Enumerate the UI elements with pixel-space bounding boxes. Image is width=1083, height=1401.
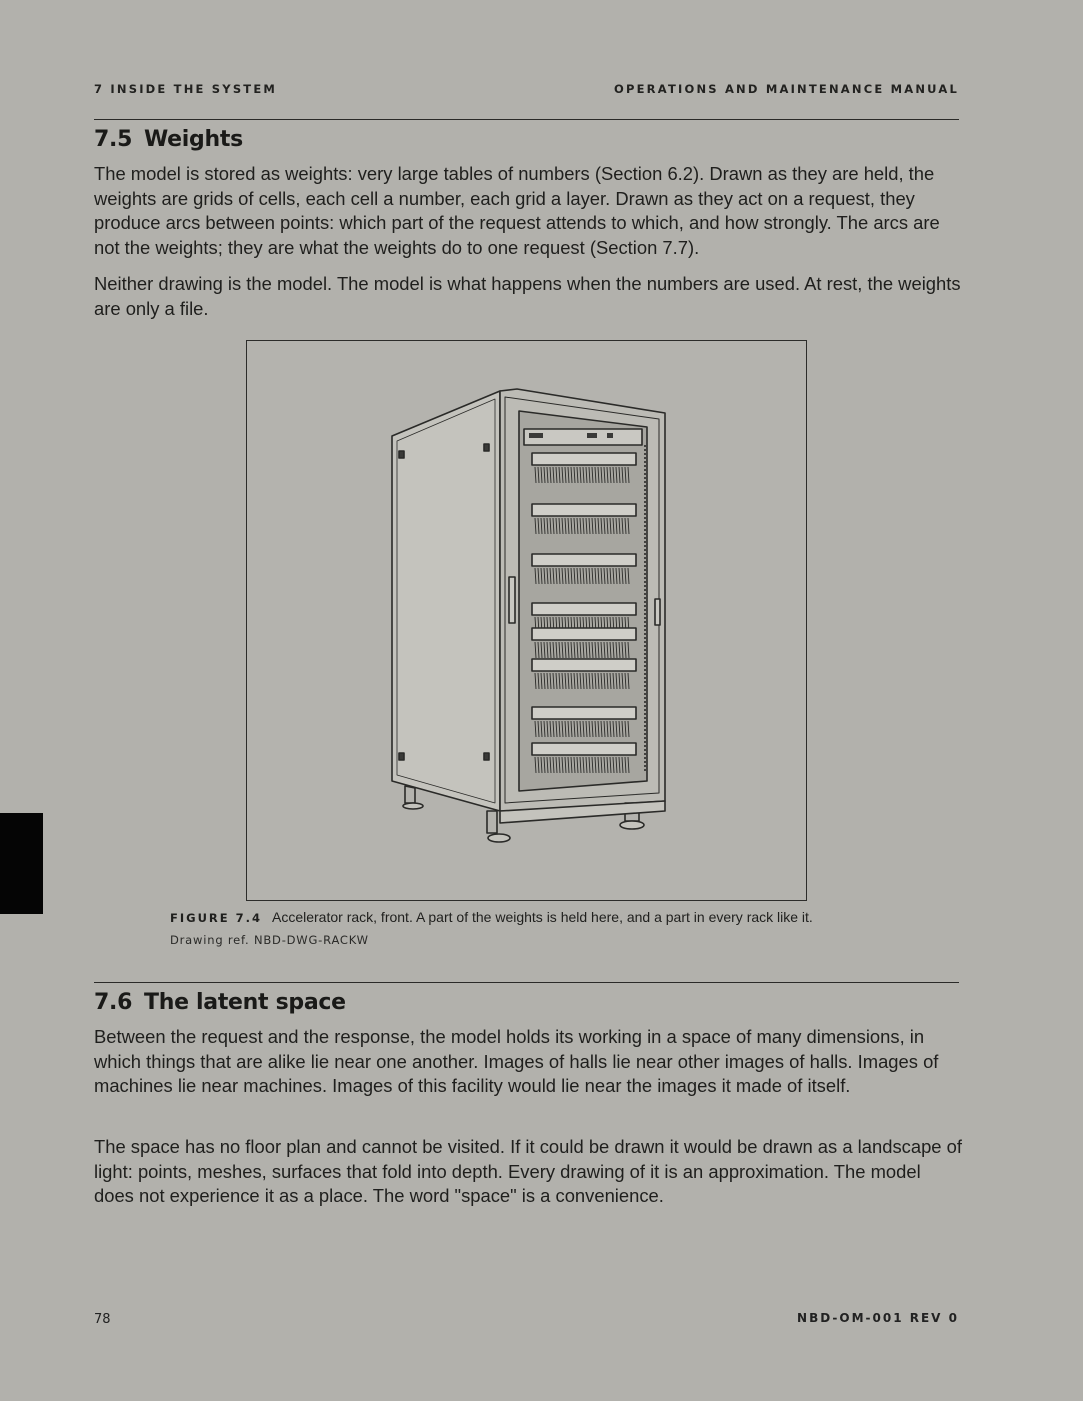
rack-tray (532, 453, 636, 465)
paragraph: Neither drawing is the model. The model is what happens when the numbers are used. At rest, the weights are only a file. (94, 273, 961, 319)
paragraph: Between the request and the response, the model holds its working in a space of many dimensions, in which things that are alike lie near one another. Images of halls lie near other images of halls. Images of machines lie near machines. Images of this facility would lie near the images it made of itself. (94, 1026, 939, 1097)
header-chapter: 7 INSIDE THE SYSTEM (94, 82, 278, 96)
rack-tray (532, 554, 636, 566)
rack-foot (487, 811, 497, 833)
section-title: The latent space (144, 990, 346, 1015)
rack-foot (405, 786, 415, 803)
paragraph: The space has no floor plan and cannot be visited. If it could be drawn it would be drawn as a landscape of light: points, meshes, surfaces that fold into depth. Every drawing of it is an approximation. The model does not experience it as a place. The word "space" is a convenience. (94, 1136, 962, 1207)
drawing-reference: Drawing ref. NBD-DWG-RACKW (170, 933, 369, 947)
rack-tray (532, 659, 636, 671)
document-code: NBD-OM-001 REV 0 (797, 1311, 959, 1325)
section-heading-7-5 (94, 127, 243, 152)
rack-tray (532, 743, 636, 755)
page-number: 78 (94, 1312, 111, 1327)
paragraph: The model is stored as weights: very large tables of numbers (Section 6.2). Drawn as they are held, the weights are grids of cells, each cell a number, each grid a layer. Drawn as they act on a request, they produce arcs between points: which part of the request attends to which, and how strongly. The arcs are not the weights; they are what the weights do to one request (Section 7.7). (94, 163, 940, 259)
section-title: Weights (144, 127, 243, 152)
rack-tray (532, 628, 636, 640)
section-number: 7.6 (94, 990, 133, 1015)
rack-tray (532, 603, 636, 615)
header-manual-title: OPERATIONS AND MAINTENANCE MANUAL (614, 82, 959, 96)
figure-caption-text: Accelerator rack, front. A part of the weights is held here, and a part in every rack like it. (272, 909, 813, 925)
chapter-thumb-tab (0, 813, 43, 914)
section-number: 7.5 (94, 127, 133, 152)
rack-tray (532, 504, 636, 516)
running-header (94, 82, 959, 98)
header-rule (94, 119, 959, 120)
rack-illustration (247, 341, 806, 900)
figure-caption (170, 909, 813, 925)
figure-frame (246, 340, 807, 901)
figure-label: FIGURE 7.4 (170, 911, 262, 925)
rack-side-panel (392, 391, 500, 811)
section-heading-7-6 (94, 990, 346, 1015)
section-rule (94, 982, 959, 983)
rack-tray (532, 707, 636, 719)
